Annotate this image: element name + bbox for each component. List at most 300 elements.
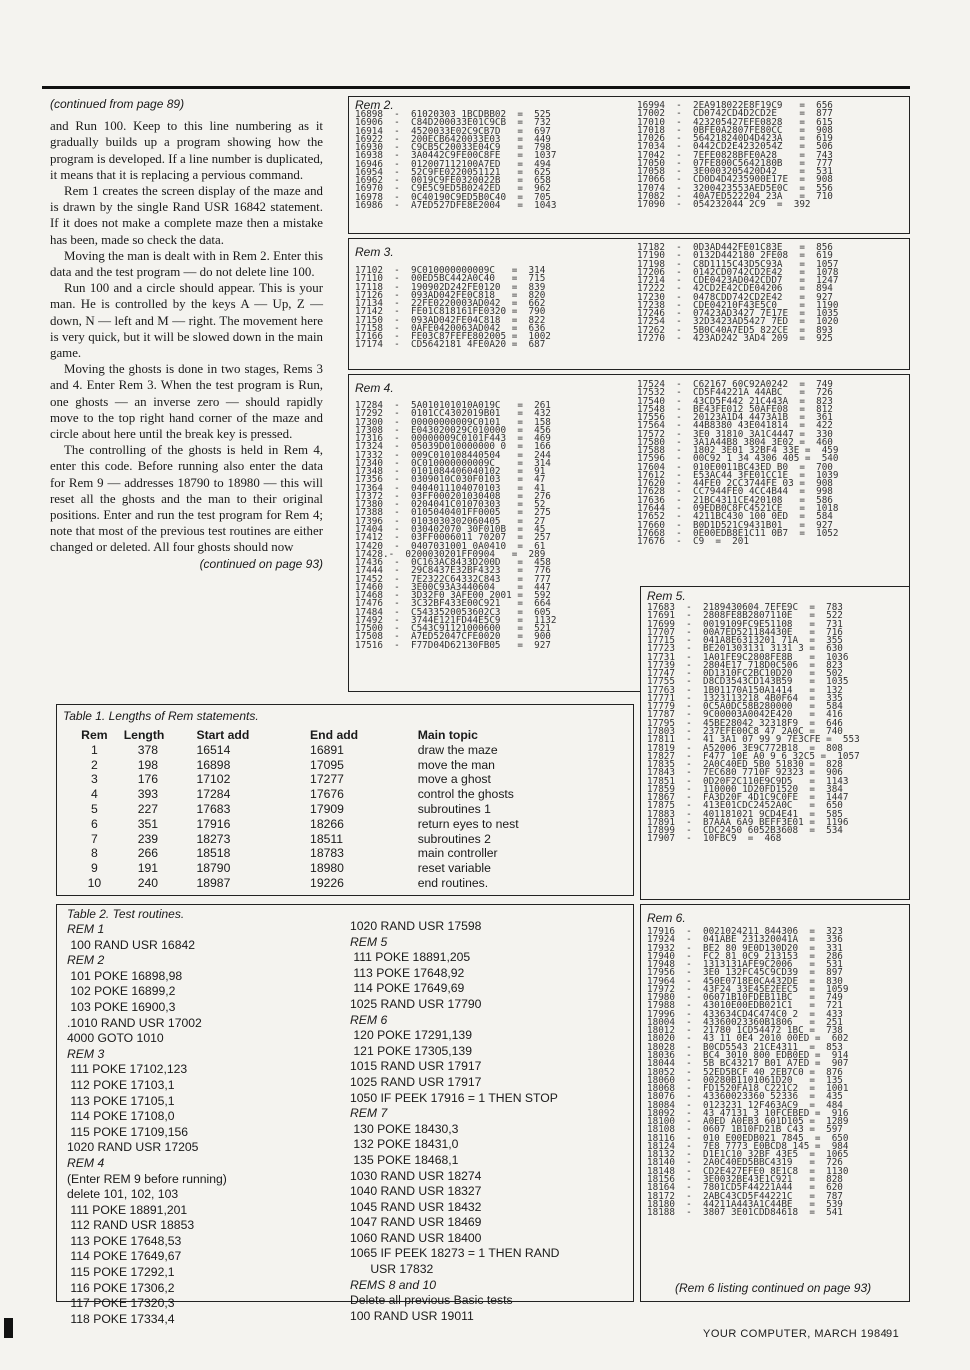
test-routine-line: REM 4 xyxy=(67,1155,105,1170)
listing-line: 17660 - B0D1D521C9431B01 = 927 xyxy=(637,519,833,531)
table1-cell: 17676 xyxy=(310,787,344,802)
listing-line: 17110 - 00ED5BC442A0C40 = 715 xyxy=(355,273,546,285)
listing-line: 17428.- 0200030201FF0904 = 289 xyxy=(355,548,546,560)
rem5-listing xyxy=(640,586,910,900)
table1-grid xyxy=(57,728,537,891)
rem3-left-column xyxy=(355,267,551,350)
listing-line: 17572 - 3E0 31810 3A1C4447 = 330 xyxy=(637,428,833,440)
table1-cell: 176 xyxy=(137,772,159,787)
rem2-right-column xyxy=(637,102,833,209)
listing-line: 17604 - 010E0011BC43ED B0 = 700 xyxy=(637,461,833,473)
test-routine-line: 1020 RAND USR 17598 xyxy=(350,919,482,933)
listing-line: 17548 - BE43FE012 50AFE08 = 812 xyxy=(637,403,833,415)
table1-cell: 227 xyxy=(137,801,159,816)
table1-caption: Table 1. Lengths of Rem statements. xyxy=(63,709,259,723)
table1-cell: 18783 xyxy=(310,846,344,861)
table1-cell: subroutines 2 xyxy=(417,831,491,846)
listing-line: 17262 - 5B0C40A7ED5 822CE = 893 xyxy=(637,324,833,336)
table1-cell: 16514 xyxy=(196,742,231,757)
test-routine-line: 1020 RAND USR 17205 xyxy=(67,1140,199,1155)
table1-header-cell: Length xyxy=(123,728,165,742)
listing-line: 18036 - BC4 3010 800 EDB0ED = 914 xyxy=(647,1049,849,1061)
listing-line: 17118 - 190902D242FE0120 = 839 xyxy=(355,281,546,293)
listing-line: 17875 - 413E01CDC2452A0C = 650 xyxy=(647,800,843,812)
footer-magazine: YOUR COMPUTER, MARCH 1984 xyxy=(703,1328,888,1340)
test-routine-line: REMS 8 and 10 xyxy=(350,1277,437,1292)
listing-line: 16898 - 61020303 1BCDBB02 = 525 xyxy=(355,109,551,120)
table1-header-cell: End add xyxy=(310,728,359,742)
listing-line: 17524 - C62167 60C92A0242 = 749 xyxy=(637,379,833,390)
rem2-listing xyxy=(348,96,910,234)
listing-line: 17042 - 7EFE0828BFE0A28 = 743 xyxy=(637,149,833,161)
listing-line: 16938 - 3A0442C9FE00C8FE = 1037 xyxy=(355,150,557,162)
test-routine-line: 113 POKE 17648,92 xyxy=(350,965,465,980)
table1-row xyxy=(57,876,537,891)
table1-cell: reset variable xyxy=(417,861,491,876)
table1-row xyxy=(57,832,537,847)
listing-line: 17174 - CD5642181 4FE0A20 = 687 xyxy=(355,339,546,351)
table1-row xyxy=(57,861,537,876)
listing-line: 17222 - 42CD2E42CDE04206 = 894 xyxy=(637,283,833,295)
listing-line: 17166 - FE03C87FEFE802005 = 1002 xyxy=(355,331,551,343)
listing-line: 17795 - 45BE28042 32318F9 = 646 xyxy=(647,717,843,729)
top-rule xyxy=(42,86,910,89)
listing-line: 17715 - 041A8E6313201 71A = 355 xyxy=(647,635,843,647)
rem6-continued: (Rem 6 listing continued on page 93) xyxy=(675,1281,872,1295)
listing-line: 17444 - 29C8437E32BF4323 = 776 xyxy=(355,565,551,577)
listing-line: 18140 - 2A0C40ED5BBC4319 = 726 xyxy=(647,1157,843,1169)
table1 xyxy=(56,704,634,896)
table1-cell: 6 xyxy=(90,816,98,831)
listing-line: 17002 - CD0742CD4D2CD2E = 877 xyxy=(637,108,833,120)
listing-line: 17484 - C5433520053602C3 = 605 xyxy=(355,606,551,618)
listing-line: 17460 - 3E00C93A3440604 = 447 xyxy=(355,581,551,593)
table1-row xyxy=(57,787,537,802)
listing-line: 17308 - E043020029C010000 = 456 xyxy=(355,424,551,436)
listing-line: 16962 - 0019C9FE0320022B = 658 xyxy=(355,175,551,187)
listing-line: 17620 - 44FE0 2CC3744FE 03 = 908 xyxy=(637,478,833,490)
test-routine-line: 111 POKE 18891,205 xyxy=(350,950,471,965)
table1-cell: move a ghost xyxy=(417,772,491,787)
test-routine-line: 132 POKE 18431,0 xyxy=(350,1137,459,1152)
listing-line: 17356 - 0309010C030F0103 = 47 xyxy=(355,474,546,486)
table1-cell: draw the maze xyxy=(417,742,498,757)
table1-cell: 393 xyxy=(137,787,159,802)
listing-line: 18020 - 43 11 0E4 2010 00ED = 602 xyxy=(647,1033,849,1045)
table1-cell: 8 xyxy=(90,846,98,861)
listing-line: 17996 - 433634CD4C474C0 2 = 433 xyxy=(647,1008,843,1020)
article-paragraph: Run 100 and a circle should appear. This is your man. He is controlled by the keys A — Up, Z — down, N — left and M — right. The movement here is very quick, but it will be slowed down in the main game. xyxy=(50,281,323,361)
listing-line: 17270 - 423AD242 3AD4 209 = 925 xyxy=(637,332,833,344)
listing-line: 17102 - 9C010000000009C = 314 xyxy=(355,265,546,276)
listing-line: 17476 - 3C32BF433E00C921 = 664 xyxy=(355,598,551,610)
test-routine-line: 118 POKE 17334,4 xyxy=(67,1311,175,1326)
table1-cell: 16891 xyxy=(310,742,344,757)
test-routine-line: 103 POKE 16900,3 xyxy=(67,999,176,1014)
table1-cell: control the ghosts xyxy=(417,787,514,802)
table1-cell: 17284 xyxy=(196,787,231,802)
listing-line: 17050 - 07FE800C5642180B = 777 xyxy=(637,157,833,169)
listing-line: 17948 - 1313131AFE9C2006 = 531 xyxy=(647,959,843,971)
table1-header-cell: Main topic xyxy=(417,728,478,742)
table1-cell: end routines. xyxy=(417,875,489,890)
test-routine-line: 100 RAND USR 16842 xyxy=(67,937,196,952)
listing-line: 17956 - 3E0 132FC45C9CD39 = 897 xyxy=(647,967,843,979)
table1-cell: 19226 xyxy=(310,875,344,890)
listing-line: 18060 - 00280B1101061D20 = 135 xyxy=(647,1074,843,1086)
table1-cell: 5 xyxy=(90,801,98,816)
table1-cell: 16898 xyxy=(196,757,231,772)
listing-line: 17246 - 07423AD3427 7E17E = 1035 xyxy=(637,308,839,320)
rem5-lines xyxy=(647,604,860,844)
listing-line: 18180 - 44211A443A1C44BE = 539 xyxy=(647,1198,843,1210)
listing-line: 17150 - 093AD042FE04C818 = 822 xyxy=(355,314,546,326)
listing-line: 17034 - 0442CD2E4232054Z = 506 xyxy=(637,141,833,153)
listing-line: 17628 - CC7944FE0 4CC4B44 = 998 xyxy=(637,486,833,498)
listing-line: 18108 - 0607 1B10FD21B C43 = 597 xyxy=(647,1124,843,1136)
test-routine-line: 1050 IF PEEK 17916 = 1 THEN STOP xyxy=(350,1090,558,1105)
test-routine-line: 121 POKE 17305,139 xyxy=(350,1043,472,1058)
listing-line: 16986 - A7ED527DFE8E2004 = 1043 xyxy=(355,199,557,211)
listing-line: 17636 - 21BC4311CE420108 = 586 xyxy=(637,494,833,506)
listing-line: 17787 - 9C00003A0042E420 = 416 xyxy=(647,709,843,721)
listing-line: 17018 - 0BFE0A2807FE80CC = 908 xyxy=(637,124,833,136)
table1-cell: 18980 xyxy=(310,861,344,876)
listing-line: 16994 - 2EA918022E8F19C9 = 656 xyxy=(637,100,833,111)
listing-line: 17747 - 0D1310FC2BC10D20 = 502 xyxy=(647,668,843,680)
listing-line: 17230 - 0478CDD742CD2E42 = 927 xyxy=(637,291,833,303)
table1-cell: 18511 xyxy=(310,831,344,846)
table1-cell: 239 xyxy=(137,831,159,846)
listing-line: 17198 - C8D1115C43D5C93A = 1057 xyxy=(637,258,839,270)
listing-line: 17731 - 1A01FE9C2808FE8B = 1036 xyxy=(647,651,849,663)
listing-line: 17532 - CD5F44221A 44ABC = 726 xyxy=(637,387,833,399)
listing-line: 18052 - 52ED5BCF 40 2EB7C0 = 876 xyxy=(647,1066,843,1078)
listing-line: 17214 - CDE0423AD042CDD7 = 1247 xyxy=(637,275,839,287)
listing-line: 18068 - FD1520FA18 C221C2 = 1001 xyxy=(647,1083,849,1095)
listing-line: 17811 - 41 3A1 07 99 9 7E3CFE = 553 xyxy=(647,734,860,746)
listing-line: 17058 - 3E0003205420D42 = 531 xyxy=(637,166,833,178)
listing-line: 17540 - 43CD5F442 21C443A = 823 xyxy=(637,395,833,407)
listing-line: 17452 - 7E2322C64332C843 = 777 xyxy=(355,573,551,585)
test-routine-line: 100 RAND USR 19011 xyxy=(350,1308,474,1323)
listing-line: 17588 - 1802 3E01 32BF4 33E = 459 xyxy=(637,445,839,457)
test-routine-line: 116 POKE 17306,2 xyxy=(67,1280,175,1295)
listing-line: 17891 - B7AAA 6A9 BEFF3E01 = 1196 xyxy=(647,816,849,828)
test-routine-line: 115 POKE 17109,156 xyxy=(67,1124,189,1139)
listing-line: 17596 - 00C92 1 34 4306 405 = 540 xyxy=(637,453,839,465)
table2-column-2 xyxy=(350,919,559,1324)
listing-line: 17468 - 3D32F0 3AFE00 2001 = 592 xyxy=(355,590,551,602)
listing-line: 17284 - 5A010101010A019C = 261 xyxy=(355,400,551,411)
table1-cell: main controller xyxy=(417,846,498,861)
test-routine-line: 111 POKE 18891,201 xyxy=(67,1202,188,1217)
listing-line: 17380 - 0204041C01070303 = 52 xyxy=(355,499,546,511)
table1-header-row xyxy=(57,728,537,743)
listing-line: 17883 - 401181021 9CD4E41 = 585 xyxy=(647,808,843,820)
article-paragraph: Rem 1 creates the screen display of the maze and is drawn by the single Rand USR 16842 statement. If it does not make a complete maze then a mistake has been, made so check the data. xyxy=(50,184,323,247)
listing-line: 17644 - 09EDB0C8FC4521CE = 1018 xyxy=(637,502,839,514)
listing-line: 17755 - D8CD3543CD143B59 = 1035 xyxy=(647,676,849,688)
test-routine-line: REM 2 xyxy=(67,953,105,968)
listing-line: 18044 - 5B BC43217 B01 A7ED = 907 xyxy=(647,1058,849,1070)
test-routine-line: Delete all previous Basic tests xyxy=(350,1293,513,1308)
table1-header-cell: Start add xyxy=(196,728,250,742)
table1-cell: 4 xyxy=(90,787,98,802)
table1-row xyxy=(57,802,537,817)
table1-cell: 17916 xyxy=(196,816,231,831)
listing-line: 17972 - 43F24 33E45E2EEC5 = 1059 xyxy=(647,983,849,995)
listing-line: 17412 - 03FF0006011 70207 = 257 xyxy=(355,532,551,544)
table1-cell: 240 xyxy=(137,875,159,890)
listing-line: 17420 - 0407031001 0A0410 = 61 xyxy=(355,540,546,552)
rem6-listing xyxy=(640,904,910,1302)
listing-line: 16954 - 52C9FE0220051121 = 625 xyxy=(355,166,551,178)
test-routine-line: 1045 RAND USR 18432 xyxy=(350,1199,482,1214)
listing-line: 18156 - 3E0032BE43E1C921 = 828 xyxy=(647,1173,843,1185)
test-routine-line: 4000 GOTO 1010 xyxy=(67,1031,164,1046)
listing-line: 17254 - 32D3423AD5427 7ED = 1020 xyxy=(637,316,839,328)
rem5-title: Rem 5. xyxy=(647,589,686,603)
rem4-right-column xyxy=(637,381,839,546)
rem2-left-column xyxy=(355,111,557,210)
listing-line: 17508 - A7ED52047CFE0020 = 900 xyxy=(355,631,551,643)
listing-line: 17988 - 43010E00EDB021C1 = 721 xyxy=(647,1000,843,1012)
continued-on: (continued on page 93) xyxy=(199,556,323,571)
test-routine-line: 113 POKE 17105,1 xyxy=(67,1093,175,1108)
test-routine-line: 1065 IF PEEK 18273 = 1 THEN RAND xyxy=(350,1246,560,1261)
listing-line: 18164 - 7801CD5F44221A44 = 620 xyxy=(647,1182,843,1194)
listing-line: 17652 - 4211BC430 100 0ED = 584 xyxy=(637,511,833,523)
table2-column-1 xyxy=(67,922,227,1327)
listing-line: 18100 - A0ED A0EB3 601D105 = 1289 xyxy=(647,1116,849,1128)
test-routine-line: delete 101, 102, 103 xyxy=(67,1187,179,1202)
listing-line: 18012 - 21780 1CD54472 1BC = 738 xyxy=(647,1025,843,1037)
listing-line: 17867 - FA3D20F 4D1C9C0FE = 1447 xyxy=(647,792,849,804)
listing-line: 17436 - 0C163AC8433D200D = 458 xyxy=(355,557,551,569)
listing-line: 16922 - 200ECB6420033E03 = 449 xyxy=(355,133,551,145)
footer-page-number: 91 xyxy=(886,1328,900,1340)
listing-line: 17819 - A52006 3E9C772B18 = 808 xyxy=(647,742,843,754)
listing-line: 17916 - 0021024211 844306 = 323 xyxy=(647,926,843,937)
listing-line: 17316 - 00000009C0101F443 = 469 xyxy=(355,433,551,445)
listing-line: 17340 - 0C010000000009C = 314 xyxy=(355,457,551,469)
listing-line: 18092 - 43 47131 3 10FCEBED = 916 xyxy=(647,1107,849,1119)
listing-line: 17803 - 237EFE00C8 47 2A0C = 740 xyxy=(647,725,843,737)
listing-line: 17859 - 110000 1D20FD1520 = 384 xyxy=(647,783,843,795)
listing-line: 17932 - BE2 80 9E0D130D20 = 331 xyxy=(647,942,843,954)
table1-cell: 9 xyxy=(90,861,98,876)
listing-line: 17763 - 1B01170A150A1414 = 132 xyxy=(647,684,843,696)
table1-cell: 17277 xyxy=(310,772,344,787)
margin-mark xyxy=(4,1318,13,1338)
article-text xyxy=(50,96,323,572)
test-routine-line: 1030 RAND USR 18274 xyxy=(350,1168,482,1183)
table1-cell: 17095 xyxy=(310,757,344,772)
listing-line: 17580 - 3A1A44B8 3804 3E02 = 460 xyxy=(637,436,833,448)
table1-cell: 10 xyxy=(87,875,102,890)
listing-line: 17492 - 3744E121FD44E5C9 = 1132 xyxy=(355,614,557,626)
listing-line: 17964 - 450E0718E0CA432DE = 830 xyxy=(647,975,843,987)
test-routine-line: 135 POKE 18468,1 xyxy=(350,1152,459,1167)
continued-from: (continued from page 89) xyxy=(50,97,185,111)
listing-line: 17372 - 03FF000201030408 = 276 xyxy=(355,490,551,502)
test-routine-line: 1040 RAND USR 18327 xyxy=(350,1184,482,1199)
listing-line: 17707 - 00A7ED521184430E = 716 xyxy=(647,626,843,638)
listing-line: 17300 - 00000000009C0101 = 158 xyxy=(355,416,551,428)
table2 xyxy=(56,904,634,1326)
test-routine-line: 113 POKE 17648,53 xyxy=(67,1233,182,1248)
test-routine-line: 112 POKE 17103,1 xyxy=(67,1077,175,1092)
table1-cell: 378 xyxy=(137,742,159,757)
listing-line: 17668 - 0E00EDB8E1C11 0B7 = 1052 xyxy=(637,527,839,539)
table1-row xyxy=(57,846,537,861)
listing-line: 17082 - 40A7ED522204 23A = 710 xyxy=(637,190,833,202)
listing-line: 16930 - C9CB5C20033E04C9 = 798 xyxy=(355,142,551,154)
table1-cell: 1 xyxy=(90,742,98,757)
test-routine-line: 1015 RAND USR 17917 xyxy=(350,1059,482,1074)
test-routine-line: 114 POKE 17108,0 xyxy=(67,1109,175,1124)
listing-line: 17396 - 0103030302060405 = 27 xyxy=(355,515,546,527)
rem4-left-column xyxy=(355,402,557,650)
listing-line: 18124 - 7E8 7773 E0BCD8 145 = 984 xyxy=(647,1140,849,1152)
listing-line: 18076 - 43360023360 52336 = 435 xyxy=(647,1091,843,1103)
listing-line: 17899 - CDC2450 6052B3608 = 534 xyxy=(647,825,843,837)
listing-line: 17771 - 1323113218 4B0F64 = 335 xyxy=(647,692,843,704)
listing-line: 17404 - 030402070 30F010B = 45 xyxy=(355,523,546,535)
listing-line: 17066 - CD0D4D4235900E17E = 908 xyxy=(637,174,833,186)
listing-line: 18116 - 010 E00EDB021 7845 = 650 xyxy=(647,1132,849,1144)
table1-cell: 198 xyxy=(137,757,159,772)
test-routine-line: REM 3 xyxy=(67,1046,105,1061)
listing-line: 17699 - 0019109FC9E51108 = 731 xyxy=(647,618,843,630)
listing-line: 16914 - 4520033E02C9CB7D = 697 xyxy=(355,125,551,137)
table1-cell: 17909 xyxy=(310,801,344,816)
listing-line: 17364 - 0404011104070103 = 41 xyxy=(355,482,546,494)
listing-line: 17090 - 054232044 2C9 = 392 xyxy=(637,199,811,211)
test-routine-line: 120 POKE 17291,139 xyxy=(350,1028,472,1043)
listing-line: 17292 - 0101CC4302019B01 = 432 xyxy=(355,408,551,420)
listing-line: 17500 - C543C91121000600 = 521 xyxy=(355,623,551,635)
listing-line: 18148 - CD2E427EFE0 8E1C8 = 1130 xyxy=(647,1165,849,1177)
listing-line: 17010 - 423205427EFE0828 = 615 xyxy=(637,116,833,128)
test-routine-line: 102 POKE 16899,2 xyxy=(67,984,176,999)
listing-line: 18028 - B0CD5543 21CE4311 = 853 xyxy=(647,1041,843,1053)
article-paragraph: Moving the man is dealt with in Rem 2. Enter this data and the test program — do not delete line 100. xyxy=(50,248,323,280)
test-routine-line: REM 5 xyxy=(350,934,388,949)
listing-line: 17182 - 0D3AD442FE01C83E = 856 xyxy=(637,242,833,253)
table1-row xyxy=(57,743,537,758)
test-routine-line: 111 POKE 17102,123 xyxy=(67,1062,188,1077)
listing-line: 17134 - 22FE0220003AD042 = 662 xyxy=(355,298,546,310)
listing-line: 17683 - 2189430604 7EFE9C = 783 xyxy=(647,602,843,613)
listing-line: 17739 - 2804E17 718D0C506 = 823 xyxy=(647,659,843,671)
table1-cell: 17102 xyxy=(196,772,231,787)
table1-row xyxy=(57,772,537,787)
listing-line: 17907 - 10FBC9 = 468 xyxy=(647,833,782,845)
table1-cell: 18518 xyxy=(196,846,231,861)
listing-line: 18084 - 0123231 12F463AC9 = 484 xyxy=(647,1099,843,1111)
test-routine-line: REM 7 xyxy=(350,1106,388,1121)
listing-line: 17074 - 3200423553AED5E0C = 556 xyxy=(637,182,833,194)
listing-line: 17158 - 0AFE0420063AD042 = 636 xyxy=(355,322,546,334)
rem6-title: Rem 6. xyxy=(647,911,686,925)
table1-cell: return eyes to nest xyxy=(417,816,519,831)
listing-line: 17980 - 06071B10FDEB11BC = 749 xyxy=(647,992,843,1004)
rem4-title: Rem 4. xyxy=(355,381,394,395)
listing-line: 17332 - 009C010108440504 = 244 xyxy=(355,449,551,461)
listing-line: 17676 - C9 = 201 xyxy=(637,536,749,548)
listing-line: 16946 - 012007112100A7ED = 494 xyxy=(355,158,551,170)
listing-line: 17612 - E53AC44 3FE01CC1E = 1039 xyxy=(637,469,839,481)
listing-line: 17348 - 0101084406040102 = 91 xyxy=(355,466,546,478)
listing-line: 17835 - 2A0C40ED 5B0 51830 = 828 xyxy=(647,759,843,771)
table1-cell: 17683 xyxy=(196,801,231,816)
test-routine-line: 1060 RAND USR 18400 xyxy=(350,1230,482,1245)
test-routine-line: 1047 RAND USR 18469 xyxy=(350,1215,482,1230)
table1-cell: 18273 xyxy=(196,831,231,846)
listing-line: 18172 - 2ABC43CD5F44221C = 787 xyxy=(647,1190,843,1202)
listing-line: 18132 - D1E1C10 32BF 43E5 = 1065 xyxy=(647,1149,849,1161)
test-routine-line: (Enter REM 9 before running) xyxy=(67,1171,227,1186)
listing-line: 17843 - 7EC680 7710F 92323 = 906 xyxy=(647,767,843,779)
listing-line: 17126 - 093AD042FE0C818 = 820 xyxy=(355,289,546,301)
listing-line: 17940 - FC2 81 0C9 213153 = 286 xyxy=(647,950,843,962)
table2-caption: Table 2. Test routines. xyxy=(67,907,185,921)
table1-cell: 18987 xyxy=(196,875,231,890)
listing-line: 17924 - 041ABE 231320041A = 336 xyxy=(647,934,843,946)
rem3-right-column xyxy=(637,244,839,343)
test-routine-line: .1010 RAND USR 17002 xyxy=(67,1015,202,1030)
test-routine-line: 1025 RAND USR 17917 xyxy=(350,1074,482,1089)
rem6-lines xyxy=(647,928,849,1217)
listing-line: 17827 - F477 10E A0 9 6 32C5 = 1057 xyxy=(647,750,860,762)
listing-line: 17516 - F77D04D62130FB05 = 927 xyxy=(355,639,551,651)
test-routine-line: 101 POKE 16898,98 xyxy=(67,968,183,983)
listing-line: 17142 - FE01C818161FE0320 = 790 xyxy=(355,306,546,318)
listing-line: 18004 - 43360023360B1806 = 251 xyxy=(647,1016,843,1028)
table1-header-cell: Rem xyxy=(81,728,108,742)
listing-line: 17723 - BE201303131 3131 3 = 630 xyxy=(647,643,843,655)
test-routine-line: 112 RAND USR 18853 xyxy=(67,1218,195,1233)
table1-cell: 7 xyxy=(90,831,98,846)
test-routine-line: 117 POKE 17320,3 xyxy=(67,1296,175,1311)
listing-line: 16906 - C84D200033E01C9CB = 732 xyxy=(355,117,551,129)
listing-line: 17324 - 05039D010000000 0 = 166 xyxy=(355,441,551,453)
table1-cell: 18790 xyxy=(196,861,231,876)
table1-cell: 2 xyxy=(90,757,98,772)
listing-line: 17026 - 564218240D4D423A = 619 xyxy=(637,133,833,145)
listing-line: 17556 - 20123A1D4 4473A1B = 361 xyxy=(637,412,833,424)
table1-cell: 266 xyxy=(137,846,159,861)
test-routine-line: 115 POKE 17292,1 xyxy=(67,1265,175,1280)
listing-line: 17238 - CDE04210F43E5C0 = 1190 xyxy=(637,299,839,311)
listing-line: 18188 - 3807 3E01CDD84618 = 541 xyxy=(647,1207,843,1219)
listing-line: 17388 - 0105040401FF0005 = 275 xyxy=(355,507,551,519)
article-paragraph: The controlling of the ghosts is held in Rem 4, enter this code. Before running also enter the data for Rem 9 — addresses 18790 to 18980 — this will reset all the ghosts and the man to their original positions. Enter and run the test program for Rem 4; note that most of the previous test routines are either changed or deleted. All four ghosts should now xyxy=(50,443,323,555)
listing-line: 17206 - 0142CD0742CD2E42 = 1078 xyxy=(637,266,839,278)
listing-line: 16978 - 0C40190C9ED5B0C40 = 705 xyxy=(355,191,551,203)
table1-cell: 3 xyxy=(90,772,98,787)
listing-line: 17190 - 0132D442180 2FE08 = 619 xyxy=(637,250,833,262)
listing-line: 17564 - 44B8380 43E041814 = 422 xyxy=(637,420,833,432)
table1-cell: move the man xyxy=(417,757,495,772)
test-routine-line: USR 17832 xyxy=(350,1262,434,1277)
listing-line: 16970 - C9E5C9ED5B0242ED = 962 xyxy=(355,183,551,195)
test-routine-line: 1025 RAND USR 17790 xyxy=(350,996,482,1011)
table1-cell: subroutines 1 xyxy=(417,801,491,816)
rem2-title: Rem 2. xyxy=(355,98,394,112)
